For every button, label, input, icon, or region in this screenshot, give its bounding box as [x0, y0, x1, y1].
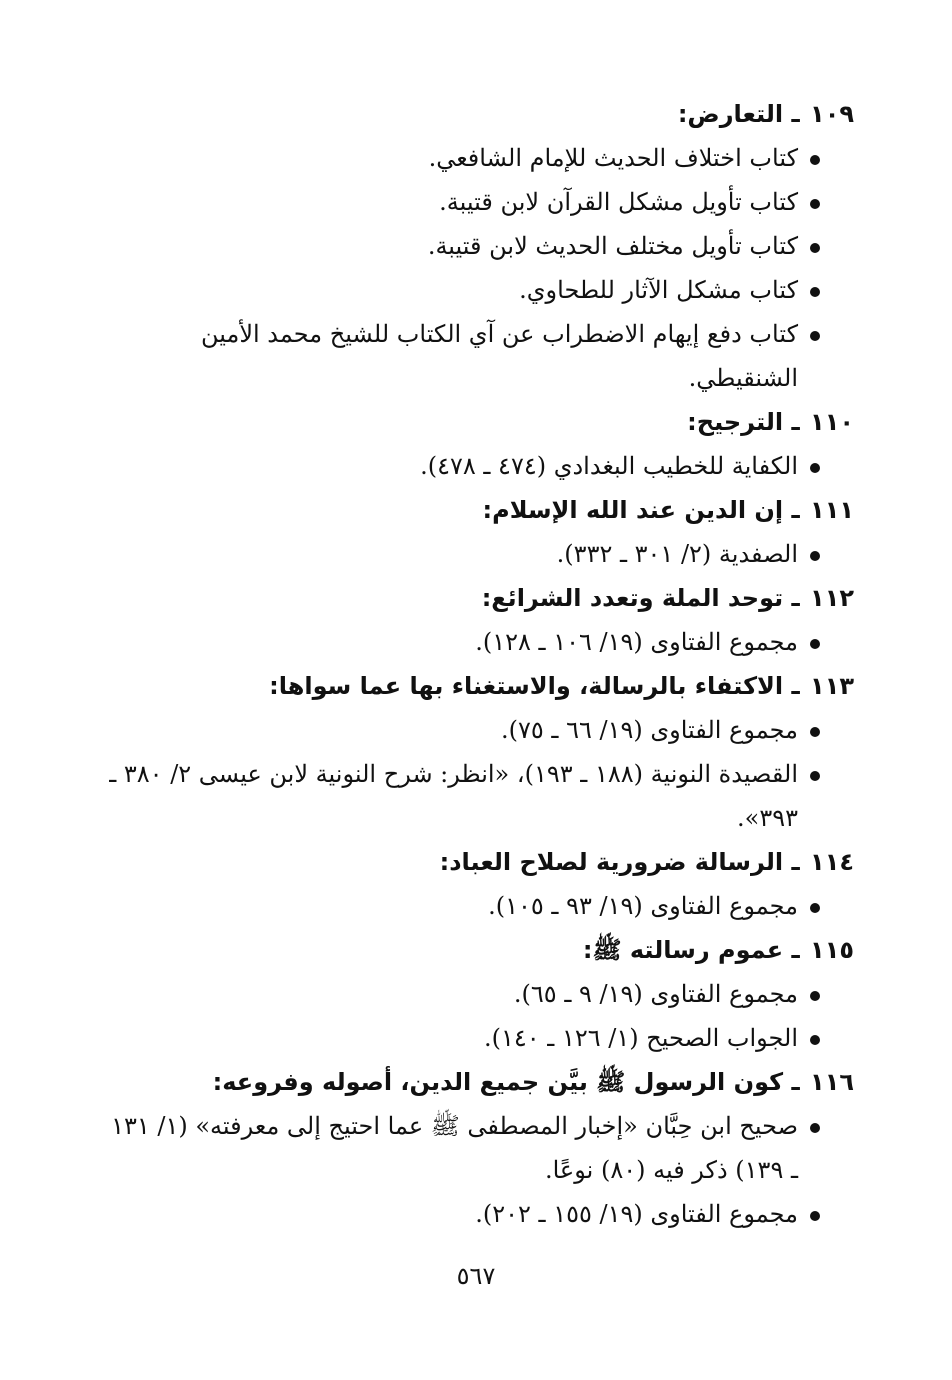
- list-item: [108, 884, 854, 928]
- section-number: ١١١: [810, 496, 854, 524]
- bullet-icon: [810, 287, 820, 297]
- bullet-icon: [810, 771, 820, 781]
- bullet-icon: [810, 727, 820, 737]
- bullet-icon: [810, 551, 820, 561]
- bullet-icon: [810, 1123, 820, 1133]
- section-115: [108, 928, 854, 1060]
- section-title: ـ عموم رسالته ﷺ:: [582, 936, 800, 964]
- section-109: [108, 92, 854, 400]
- section-number: ١١٥: [810, 936, 854, 964]
- list-item: [108, 180, 854, 224]
- section-number: ١١٢: [810, 584, 854, 612]
- section-heading: [108, 840, 854, 884]
- section-111: [108, 488, 854, 576]
- bullet-icon: [810, 639, 820, 649]
- section-number: ١١٤: [810, 848, 854, 876]
- list-item: [108, 268, 854, 312]
- section-heading: [108, 576, 854, 620]
- bullet-icon: [810, 243, 820, 253]
- section-114: [108, 840, 854, 928]
- bullet-icon: [810, 199, 820, 209]
- list-item: [108, 972, 854, 1016]
- bullet-icon: [810, 1211, 820, 1221]
- list-item: [108, 136, 854, 180]
- bullet-icon: [810, 1035, 820, 1045]
- list-item: [108, 224, 854, 268]
- section-heading: [108, 664, 854, 708]
- list-item: [108, 312, 854, 400]
- section-title: ـ توحد الملة وتعدد الشرائع:: [481, 584, 800, 612]
- reference-text: مجموع الفتاوى (١٩/ ١٠٦ ـ ١٢٨).: [475, 628, 798, 656]
- reference-list: [108, 884, 854, 928]
- section-heading: [108, 488, 854, 532]
- list-item: [108, 1104, 854, 1192]
- list-item: [108, 532, 854, 576]
- bullet-icon: [810, 991, 820, 1001]
- bullet-icon: [810, 463, 820, 473]
- section-number: ١١٦: [810, 1068, 854, 1096]
- section-number: ١٠٩: [810, 100, 854, 128]
- reference-text: كتاب مشكل الآثار للطحاوي.: [519, 276, 798, 304]
- reference-text: الكفاية للخطيب البغدادي (٤٧٤ ـ ٤٧٨).: [420, 452, 798, 480]
- reference-text: الصفدية (٢/ ٣٠١ ـ ٣٣٢).: [556, 540, 798, 568]
- reference-text: القصيدة النونية (١٨٨ ـ ١٩٣)، «انظر: شرح النونية لابن عيسى ٢/ ٣٨٠ ـ ٣٩٣».: [109, 760, 798, 832]
- section-title: ـ الاكتفاء بالرسالة، والاستغناء بها عما سواها:: [269, 672, 800, 700]
- section-number: ١١٠: [810, 408, 854, 436]
- list-item: [108, 1016, 854, 1060]
- section-title: ـ كون الرسول ﷺ بيَّن جميع الدين، أصوله وفروعه:: [212, 1068, 800, 1096]
- reference-list: [108, 1104, 854, 1236]
- document-body: [108, 92, 854, 1236]
- reference-list: [108, 708, 854, 840]
- reference-list: [108, 620, 854, 664]
- section-heading: [108, 92, 854, 136]
- section-110: [108, 400, 854, 488]
- section-116: [108, 1060, 854, 1236]
- section-title: ـ إن الدين عند الله الإسلام:: [482, 496, 800, 524]
- section-heading: [108, 1060, 854, 1104]
- section-number: ١١٣: [810, 672, 854, 700]
- bullet-icon: [810, 903, 820, 913]
- reference-text: كتاب تأويل مختلف الحديث لابن قتيبة.: [427, 232, 798, 260]
- list-item: [108, 444, 854, 488]
- list-item: [108, 620, 854, 664]
- reference-list: [108, 532, 854, 576]
- list-item: [108, 708, 854, 752]
- section-112: [108, 576, 854, 664]
- list-item: [108, 752, 854, 840]
- list-item: [108, 1192, 854, 1236]
- reference-list: [108, 972, 854, 1060]
- section-heading: [108, 400, 854, 444]
- bullet-icon: [810, 155, 820, 165]
- reference-text: مجموع الفتاوى (١٩/ ٦٦ ـ ٧٥).: [501, 716, 798, 744]
- reference-text: صحيح ابن حِبَّان «إخبار المصطفى ﷺ عما احتيج إلى معرفته» (١/ ١٣١ ـ ١٣٩) ذكر فيه (٨٠) نوعًا.: [111, 1112, 798, 1184]
- reference-list: [108, 444, 854, 488]
- reference-text: الجواب الصحيح (١/ ١٢٦ ـ ١٤٠).: [483, 1024, 798, 1052]
- section-title: ـ التعارض:: [677, 100, 800, 128]
- reference-text: مجموع الفتاوى (١٩/ ٩ ـ ٦٥).: [513, 980, 798, 1008]
- page-number: ٥٦٧: [456, 1262, 496, 1290]
- reference-text: كتاب تأويل مشكل القرآن لابن قتيبة.: [439, 188, 798, 216]
- reference-text: مجموع الفتاوى (١٩/ ١٥٥ ـ ٢٠٢).: [475, 1200, 798, 1228]
- reference-text: كتاب دفع إيهام الاضطراب عن آي الكتاب للشيخ محمد الأمين الشنقيطي.: [200, 320, 798, 392]
- section-title: ـ الترجيح:: [687, 408, 800, 436]
- section-113: [108, 664, 854, 840]
- reference-list: [108, 136, 854, 400]
- reference-text: مجموع الفتاوى (١٩/ ٩٣ ـ ١٠٥).: [488, 892, 798, 920]
- section-title: ـ الرسالة ضرورية لصلاح العباد:: [439, 848, 800, 876]
- section-heading: [108, 928, 854, 972]
- bullet-icon: [810, 331, 820, 341]
- reference-text: كتاب اختلاف الحديث للإمام الشافعي.: [428, 144, 798, 172]
